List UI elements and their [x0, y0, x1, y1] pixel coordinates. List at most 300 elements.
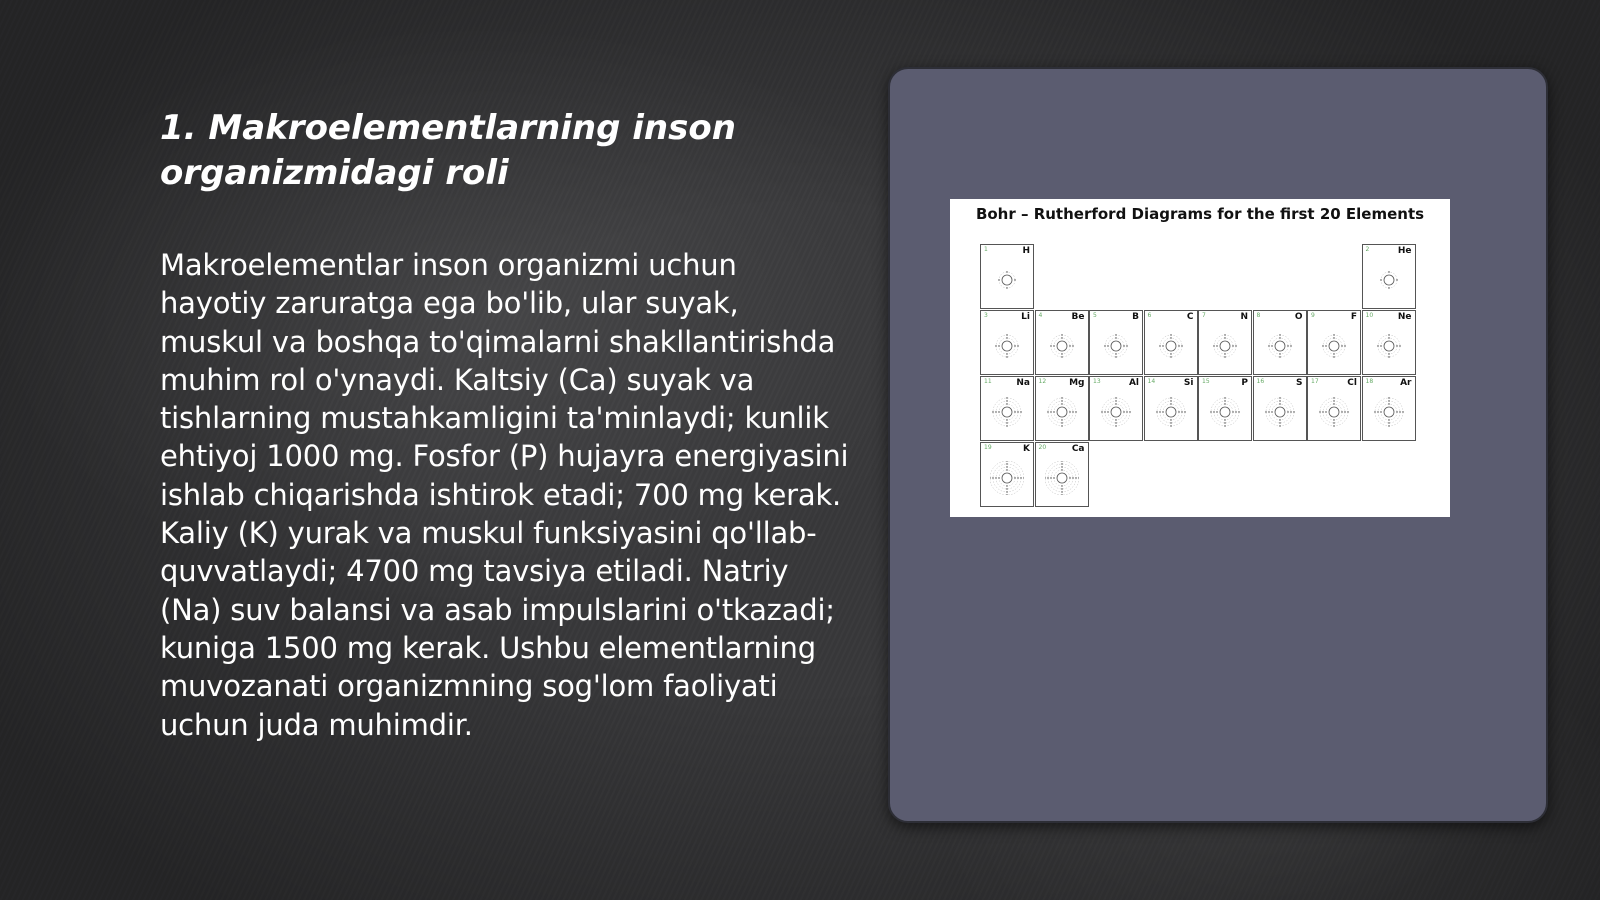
bohr-atom-diagram [1208, 395, 1242, 429]
electron-dot [1396, 346, 1397, 347]
electron-dot [1235, 346, 1236, 347]
figure-title: Bohr – Rutherford Diagrams for the first 20 Elements [975, 205, 1425, 223]
bohr-rutherford-figure [950, 199, 1450, 517]
electron-dot [1126, 346, 1127, 347]
electron-shell-ring [1163, 338, 1179, 354]
electron-shell-ring [1381, 404, 1397, 420]
element-number: 13 [1093, 378, 1101, 385]
electron-dot [1322, 412, 1323, 413]
element-number: 6 [1147, 312, 1152, 319]
element-cell-n [1198, 310, 1252, 375]
electron-dot [1224, 335, 1225, 336]
electron-shell-ring [1048, 398, 1076, 426]
electron-shell-ring [1054, 404, 1070, 420]
element-cell-ca [1035, 442, 1089, 507]
electron-dot [1325, 346, 1326, 347]
electron-dot [1184, 412, 1185, 413]
electron-dot [1061, 464, 1062, 465]
element-number: 16 [1256, 378, 1265, 385]
electron-shell-ring [999, 470, 1015, 486]
electron-dot [1388, 357, 1389, 358]
electron-dot [1115, 335, 1116, 336]
electron-dot [1380, 412, 1381, 413]
element-symbol: O [1294, 312, 1303, 322]
electron-dot [1279, 335, 1280, 336]
bohr-atom-diagram [1045, 329, 1079, 363]
electron-shell-ring [1157, 398, 1185, 426]
element-cell-cl [1307, 376, 1361, 441]
electron-dot [1101, 412, 1102, 413]
electron-dot [1006, 492, 1007, 493]
electron-dot [1061, 354, 1062, 355]
element-cell-f [1307, 310, 1361, 375]
electron-dot [1006, 423, 1007, 424]
electron-dot [1344, 346, 1345, 347]
electron-dot [1006, 461, 1007, 462]
electron-dot [1224, 354, 1225, 355]
element-symbol: Ar [1400, 378, 1412, 388]
electron-dot [1224, 398, 1225, 399]
element-cell-o [1253, 310, 1307, 375]
electron-dot [1069, 478, 1070, 479]
bohr-atom-diagram [990, 329, 1024, 363]
element-cell-h [980, 244, 1034, 309]
electron-dot [1224, 357, 1225, 358]
element-symbol: S [1296, 378, 1303, 388]
electron-dot [1216, 346, 1217, 347]
electron-dot [1061, 467, 1062, 468]
electron-dot [1333, 423, 1334, 424]
element-number: 1 [984, 246, 988, 253]
bohr-atom-diagram [1317, 329, 1351, 363]
electron-dot [1115, 357, 1116, 358]
nucleus-icon [1275, 407, 1285, 417]
element-symbol: K [1023, 444, 1030, 454]
electron-dot [1341, 412, 1342, 413]
electron-shell-ring [1381, 272, 1397, 288]
electron-dot [1159, 412, 1160, 413]
electron-dot [1115, 401, 1116, 402]
electron-dot [1050, 412, 1051, 413]
electron-dot [1053, 478, 1054, 479]
electron-dot [1232, 412, 1233, 413]
electron-dot [1061, 420, 1062, 421]
electron-dot [1061, 338, 1062, 339]
electron-dot [1181, 412, 1182, 413]
electron-dot [1224, 338, 1225, 339]
element-cell-ne [1362, 310, 1416, 375]
element-number: 10 [1365, 312, 1374, 319]
electron-dot [1006, 464, 1007, 465]
electron-dot [1126, 412, 1127, 413]
electron-dot [1287, 346, 1288, 347]
electron-shell-ring [1320, 398, 1348, 426]
element-symbol: Mg [1069, 378, 1085, 388]
electron-dot [1377, 346, 1378, 347]
nucleus-icon [1057, 407, 1067, 417]
element-symbol: P [1241, 378, 1248, 388]
electron-dot [1213, 346, 1214, 347]
electron-dot [1333, 404, 1334, 405]
bohr-atom-diagram [1045, 461, 1079, 495]
electron-dot [1072, 478, 1073, 479]
electron-dot [1271, 412, 1272, 413]
electron-dot [1162, 346, 1163, 347]
electron-dot [1006, 420, 1007, 421]
electron-dot [1333, 398, 1334, 399]
electron-dot [1047, 478, 1048, 479]
slide-title: 1. Makroelementlarning inson organizmidagi roli [160, 108, 736, 193]
element-cell-s [1253, 376, 1307, 441]
electron-dot [1388, 420, 1389, 421]
electron-dot [1279, 401, 1280, 402]
bohr-atom-diagram [990, 263, 1024, 297]
electron-dot [1290, 412, 1291, 413]
element-symbol: N [1240, 312, 1248, 322]
electron-dot [990, 478, 991, 479]
electron-dot [1107, 412, 1108, 413]
electron-dot [1061, 489, 1062, 490]
bohr-atom-diagram [1317, 395, 1351, 429]
electron-dot [1319, 412, 1320, 413]
electron-dot [1061, 461, 1062, 462]
electron-dot [1170, 423, 1171, 424]
electron-dot [1045, 478, 1046, 479]
electron-shell-ring [1375, 398, 1403, 426]
electron-dot [1078, 478, 1079, 479]
electron-dot [1268, 346, 1269, 347]
element-number: 15 [1202, 378, 1210, 385]
electron-dot [1006, 354, 1007, 355]
element-symbol: Ca [1071, 444, 1085, 454]
electron-dot [1333, 338, 1334, 339]
electron-dot [1333, 426, 1334, 427]
electron-shell-ring [1108, 338, 1124, 354]
electron-dot [1006, 288, 1007, 289]
element-symbol: F [1350, 312, 1357, 322]
electron-dot [1006, 338, 1007, 339]
electron-dot [995, 478, 996, 479]
electron-dot [1216, 412, 1217, 413]
electron-shell-ring [1272, 338, 1288, 354]
electron-dot [1170, 404, 1171, 405]
element-number: 12 [1038, 378, 1047, 385]
electron-dot [1388, 423, 1389, 424]
electron-dot [1006, 486, 1007, 487]
electron-shell-ring [1381, 338, 1397, 354]
bohr-atom-diagram [1372, 263, 1406, 297]
electron-dot [1006, 495, 1007, 496]
bohr-atom-diagram [1099, 395, 1133, 429]
electron-dot [1341, 346, 1342, 347]
electron-dot [1017, 412, 1018, 413]
electron-dot [1388, 404, 1389, 405]
electron-dot [1047, 412, 1048, 413]
bohr-atom-diagram [1154, 329, 1188, 363]
element-cell-si [1144, 376, 1198, 441]
element-cell-al [1089, 376, 1143, 441]
electron-dot [1377, 412, 1378, 413]
electron-shell-ring [999, 272, 1015, 288]
bohr-atom-diagram [1263, 395, 1297, 429]
electron-dot [1006, 489, 1007, 490]
electron-dot [1006, 357, 1007, 358]
electron-dot [1388, 398, 1389, 399]
electron-dot [1344, 412, 1345, 413]
electron-shell-ring [1163, 404, 1179, 420]
electron-dot [1053, 412, 1054, 413]
electron-dot [1293, 412, 1294, 413]
element-cell-c [1144, 310, 1198, 375]
nucleus-icon [1220, 407, 1230, 417]
element-number: 11 [984, 378, 992, 385]
bohr-atom-diagram [1208, 329, 1242, 363]
electron-dot [1347, 412, 1348, 413]
element-cell-na [980, 376, 1034, 441]
electron-dot [1050, 346, 1051, 347]
nucleus-icon [1329, 407, 1339, 417]
electron-dot [1159, 346, 1160, 347]
electron-dot [1023, 478, 1024, 479]
electron-shell-ring [1272, 404, 1288, 420]
electron-dot [1279, 398, 1280, 399]
electron-shell-ring [1108, 404, 1124, 420]
nucleus-icon [1002, 473, 1012, 483]
nucleus-icon [1384, 407, 1394, 417]
electron-dot [1271, 346, 1272, 347]
electron-shell-ring [993, 464, 1021, 492]
electron-dot [1388, 338, 1389, 339]
electron-dot [1399, 346, 1400, 347]
electron-dot [1380, 346, 1381, 347]
element-symbol: Si [1183, 378, 1194, 388]
electron-dot [1017, 346, 1018, 347]
electron-dot [992, 478, 993, 479]
electron-dot [1006, 335, 1007, 336]
electron-dot [1115, 354, 1116, 355]
nucleus-icon [1002, 407, 1012, 417]
electron-dot [1123, 346, 1124, 347]
electron-dot [1107, 346, 1108, 347]
nucleus-icon [1329, 341, 1339, 351]
electron-shell-ring [990, 461, 1024, 495]
element-number: 7 [1202, 312, 1206, 319]
element-number: 20 [1038, 444, 1047, 451]
nucleus-icon [1002, 341, 1012, 351]
electron-dot [992, 412, 993, 413]
electron-dot [1388, 426, 1389, 427]
electron-dot [1279, 423, 1280, 424]
nucleus-icon [1111, 341, 1121, 351]
electron-dot [1006, 467, 1007, 468]
electron-dot [1268, 412, 1269, 413]
electron-dot [1020, 478, 1021, 479]
electron-shell-ring [999, 404, 1015, 420]
element-cell-he [1362, 244, 1416, 309]
electron-dot [1061, 401, 1062, 402]
electron-shell-ring [999, 338, 1015, 354]
electron-dot [1006, 404, 1007, 405]
electron-dot [995, 412, 996, 413]
electron-dot [1156, 412, 1157, 413]
element-number: 4 [1038, 312, 1043, 319]
electron-dot [1050, 478, 1051, 479]
electron-dot [1123, 412, 1124, 413]
electron-dot [1213, 412, 1214, 413]
bohr-atom-diagram [1372, 329, 1406, 363]
electron-dot [998, 280, 999, 281]
electron-dot [1075, 412, 1076, 413]
nucleus-icon [1057, 341, 1067, 351]
element-symbol: Ne [1397, 312, 1412, 322]
electron-dot [1224, 404, 1225, 405]
bohr-atom-diagram [1263, 329, 1297, 363]
electron-dot [1069, 346, 1070, 347]
bohr-atom-diagram [1372, 395, 1406, 429]
nucleus-icon [1166, 407, 1176, 417]
electron-dot [1380, 280, 1381, 281]
electron-dot [1129, 412, 1130, 413]
nucleus-icon [1384, 341, 1394, 351]
electron-dot [1279, 420, 1280, 421]
electron-shell-ring [1045, 461, 1079, 495]
element-symbol: Be [1071, 312, 1085, 322]
electron-dot [1396, 280, 1397, 281]
bohr-atom-diagram [1045, 395, 1079, 429]
electron-dot [1210, 412, 1211, 413]
electron-dot [1061, 426, 1062, 427]
electron-dot [1061, 470, 1062, 471]
electron-dot [1170, 357, 1171, 358]
electron-dot [1279, 426, 1280, 427]
electron-dot [1235, 412, 1236, 413]
electron-shell-ring [1211, 398, 1239, 426]
element-number: 2 [1365, 246, 1370, 253]
electron-dot [1238, 412, 1239, 413]
electron-dot [1396, 412, 1397, 413]
electron-dot [1265, 412, 1266, 413]
electron-dot [1006, 470, 1007, 471]
electron-dot [1104, 412, 1105, 413]
element-cell-li [980, 310, 1034, 375]
electron-dot [1104, 346, 1105, 347]
electron-dot [998, 412, 999, 413]
electron-dot [1061, 495, 1062, 496]
electron-dot [1388, 354, 1389, 355]
element-symbol: C [1186, 312, 1194, 322]
nucleus-icon [1384, 275, 1394, 285]
nucleus-icon [1275, 341, 1285, 351]
electron-dot [1053, 346, 1054, 347]
element-number: 18 [1365, 378, 1374, 385]
electron-dot [1279, 354, 1280, 355]
electron-dot [1006, 426, 1007, 427]
electron-dot [1388, 288, 1389, 289]
element-cell-mg [1035, 376, 1089, 441]
electron-shell-ring [1326, 404, 1342, 420]
electron-dot [1232, 346, 1233, 347]
electron-dot [1115, 338, 1116, 339]
nucleus-icon [1220, 341, 1230, 351]
element-number: 14 [1147, 378, 1156, 385]
electron-dot [1170, 335, 1171, 336]
element-symbol: H [1022, 246, 1030, 256]
element-cell-p [1198, 376, 1252, 441]
bohr-atom-diagram [1099, 329, 1133, 363]
electron-dot [1115, 423, 1116, 424]
electron-dot [1399, 412, 1400, 413]
electron-shell-ring [1326, 338, 1342, 354]
electron-dot [1402, 412, 1403, 413]
element-number: 8 [1256, 312, 1261, 319]
electron-dot [1279, 338, 1280, 339]
electron-dot [1075, 478, 1076, 479]
electron-dot [1006, 398, 1007, 399]
electron-dot [1020, 412, 1021, 413]
electron-shell-ring [1048, 464, 1076, 492]
electron-dot [1170, 398, 1171, 399]
electron-dot [1162, 412, 1163, 413]
electron-dot [1170, 426, 1171, 427]
electron-dot [1115, 420, 1116, 421]
electron-dot [998, 346, 999, 347]
element-symbol: Na [1016, 378, 1030, 388]
electron-dot [1115, 404, 1116, 405]
element-number: 3 [984, 312, 988, 319]
element-number: 17 [1311, 378, 1319, 385]
electron-shell-ring [1217, 404, 1233, 420]
electron-dot [1069, 412, 1070, 413]
electron-dot [1061, 492, 1062, 493]
nucleus-icon [1002, 275, 1012, 285]
electron-shell-ring [1217, 338, 1233, 354]
electron-dot [1170, 354, 1171, 355]
element-symbol: B [1132, 312, 1139, 322]
element-symbol: Li [1021, 312, 1030, 322]
electron-dot [1388, 335, 1389, 336]
electron-dot [1014, 280, 1015, 281]
electron-dot [1170, 420, 1171, 421]
electron-dot [1178, 346, 1179, 347]
electron-dot [995, 346, 996, 347]
electron-dot [1178, 412, 1179, 413]
electron-dot [1061, 423, 1062, 424]
electron-dot [1388, 401, 1389, 402]
electron-dot [1170, 338, 1171, 339]
electron-dot [1014, 346, 1015, 347]
electron-dot [1061, 357, 1062, 358]
electron-dot [998, 478, 999, 479]
element-cell-be [1035, 310, 1089, 375]
electron-dot [1006, 401, 1007, 402]
electron-dot [1061, 335, 1062, 336]
electron-dot [1374, 412, 1375, 413]
electron-dot [1014, 412, 1015, 413]
electron-dot [1181, 346, 1182, 347]
bohr-atom-diagram [990, 461, 1024, 495]
electron-dot [1325, 412, 1326, 413]
electron-shell-ring [993, 398, 1021, 426]
electron-dot [1224, 426, 1225, 427]
electron-dot [1333, 420, 1334, 421]
electron-dot [1061, 404, 1062, 405]
electron-dot [1115, 398, 1116, 399]
element-symbol: Al [1128, 378, 1139, 388]
element-cell-ar [1362, 376, 1416, 441]
electron-dot [1224, 420, 1225, 421]
element-symbol: He [1397, 246, 1412, 256]
electron-shell-ring [1054, 470, 1070, 486]
